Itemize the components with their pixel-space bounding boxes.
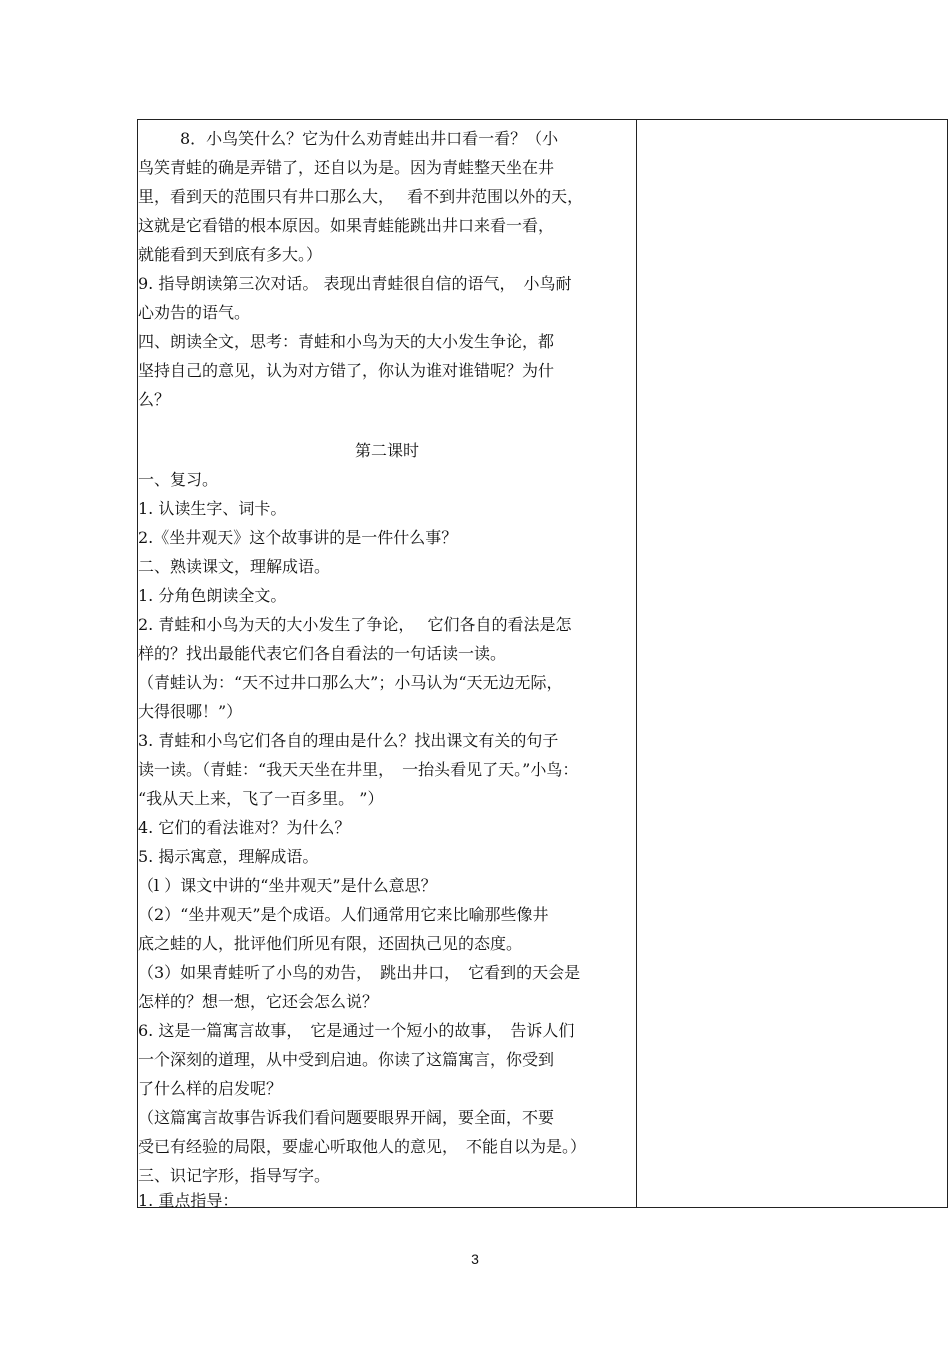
text-line: 5. 揭示寓意，理解成语。 — [138, 847, 319, 866]
text-line: 这就是它看错的根本原因。如果青蛙能跳出井口来看一看， — [138, 216, 555, 235]
text-line: 3. 青蛙和小鸟它们各自的理由是什么？找出课文有关的句子 — [138, 731, 559, 750]
text-line: 四、朗读全文，思考：青蛙和小鸟为天的大小发生争论，都 — [138, 332, 555, 351]
text-line: 了什么样的启发呢？ — [138, 1079, 283, 1098]
lesson-plan-table — [137, 119, 948, 1208]
text-line: “我从天上来，飞了一百多里。 ”） — [138, 789, 384, 808]
text-line: 1. 重点指导： — [138, 1191, 239, 1210]
text-line: 里，看到天的范围只有井口那么大， 看不到井范围以外的天， — [138, 187, 584, 206]
text-line: 1. 分角色朗读全文。 — [138, 586, 287, 605]
text-line: （l ）课文中讲的“坐井观天”是什么意思？ — [138, 876, 437, 895]
text-line: （青蛙认为：“天不过井口那么大”；小马认为“天无边无际， — [138, 673, 563, 692]
text-line: 8．小鸟笑什么？它为什么劝青蛙出井口看一看？（小 — [180, 129, 559, 148]
text-line: 怎样的？想一想，它还会怎么说？ — [138, 992, 379, 1011]
text-line: 二、熟读课文，理解成语。 — [138, 557, 331, 576]
notes-cell — [637, 120, 947, 1207]
text-line: 4. 它们的看法谁对？为什么？ — [138, 818, 351, 837]
text-line: 样的？找出最能代表它们各自看法的一句话读一读。 — [138, 644, 507, 663]
text-line: 底之蛙的人，批评他们所见有限，还固执己见的态度。 — [138, 934, 523, 953]
text-line: （这篇寓言故事告诉我们看问题要眼界开阔，要全面，不要 — [138, 1108, 555, 1127]
text-line: （2）“坐井观天”是个成语。人们通常用它来比喻那些像井 — [138, 905, 549, 924]
text-line: 2.《坐井观天》这个故事讲的是一件什么事？ — [138, 528, 458, 547]
text-line: 2. 青蛙和小鸟为天的大小发生了争论， 它们各自的看法是怎 — [138, 615, 572, 634]
text-line: 一、复习。 — [138, 470, 219, 489]
text-line: 一个深刻的道理，从中受到启迪。你读了这篇寓言，你受到 — [138, 1050, 555, 1069]
text-line: 鸟笑青蛙的确是弄错了，还自以为是。因为青蛙整天坐在井 — [138, 158, 555, 177]
text-line: 三、识记字形，指导写字。 — [138, 1166, 331, 1185]
text-line: 9. 指导朗读第三次对话。 表现出青蛙很自信的语气， 小鸟耐 — [138, 274, 572, 293]
text-line: （3）如果青蛙听了小鸟的劝告， 跳出井口， 它看到的天会是 — [138, 963, 581, 982]
text-line: 读一读。（青蛙：“我天天坐在井里， 一抬头看见了天。”小鸟： — [138, 760, 579, 779]
section-heading: 第二课时 — [354, 441, 419, 460]
text-line: 坚持自己的意见，认为对方错了，你认为谁对谁错呢？为什 — [138, 361, 555, 380]
text-line: 么？ — [138, 390, 171, 409]
text-line: 1. 认读生字、词卡。 — [138, 499, 287, 518]
text-line: 心劝告的语气。 — [138, 303, 251, 322]
lesson-content-cell — [138, 120, 636, 1210]
text-line: 大得很哪！”） — [138, 702, 243, 721]
text-line: 受已有经验的局限，要虚心听取他人的意见， 不能自以为是。） — [138, 1137, 587, 1156]
text-line: 就能看到天到底有多大。） — [138, 245, 323, 264]
text-line: 6. 这是一篇寓言故事， 它是通过一个短小的故事， 告诉人们 — [138, 1021, 575, 1040]
page-number: 3 — [471, 1251, 479, 1267]
